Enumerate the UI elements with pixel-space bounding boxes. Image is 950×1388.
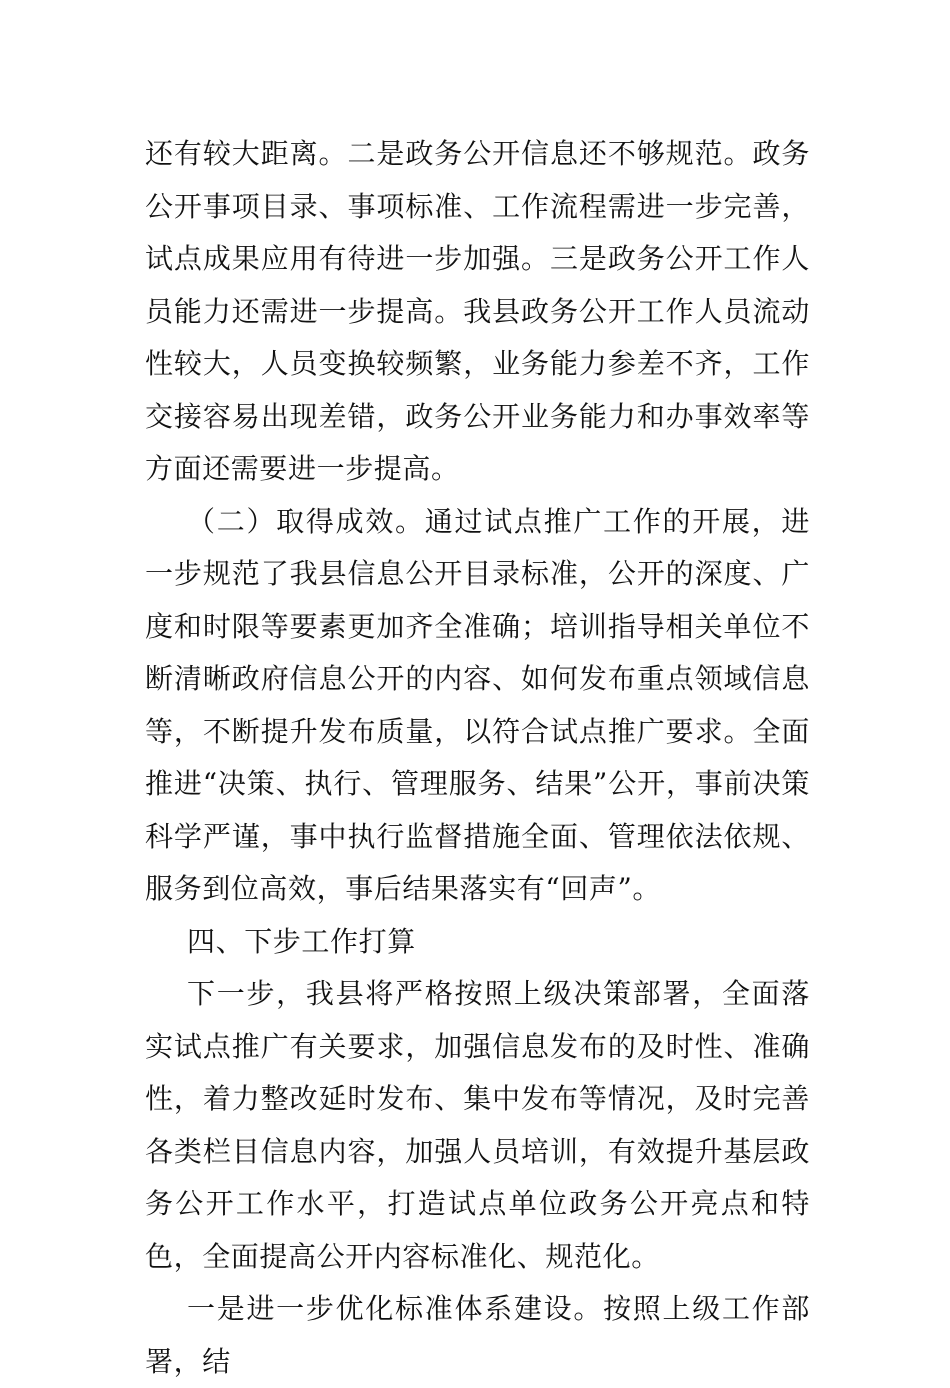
paragraph-achievements: （二）取得成效。通过试点推广工作的开展，进一步规范了我县信息公开目录标准，公开的深度、广度和时限等要素更加齐全准确；培训指导相关单位不断清晰政府信息公开的内容、如何发布重点领域信息等，不断提升发布质量，以符合试点推广要求。全面推进“决策、执行、管理服务、结果”公开，事前决策科学严谨，事中执行监督措施全面、管理依法依规、服务到位高效，事后结果落实有“回声”。 xyxy=(145,504,810,905)
document-body xyxy=(145,128,810,1388)
paragraph-standard-system: 一是进一步优化标准体系建设。按照上级工作部署，结 xyxy=(145,1292,810,1378)
section-heading-next-steps: 四、下步工作打算 xyxy=(187,924,416,958)
paragraph-next-steps: 下一步，我县将严格按照上级决策部署，全面落实试点推广有关要求，加强信息发布的及时性、准确性，着力整改延时发布、集中发布等情况，及时完善各类栏目信息内容，加强人员培训，有效提升基层政务公开工作水平，打造试点单位政务公开亮点和特色，全面提高公开内容标准化、规范化。 xyxy=(145,977,810,1273)
paragraph-continuation: 还有较大距离。二是政务公开信息还不够规范。政务公开事项目录、事项标准、工作流程需进一步完善，试点成果应用有待进一步加强。三是政务公开工作人员能力还需进一步提高。我县政务公开工作人员流动性较大，人员变换较频繁，业务能力参差不齐，工作交接容易出现差错，政务公开业务能力和办事效率等方面还需要进一步提高。 xyxy=(145,137,810,485)
